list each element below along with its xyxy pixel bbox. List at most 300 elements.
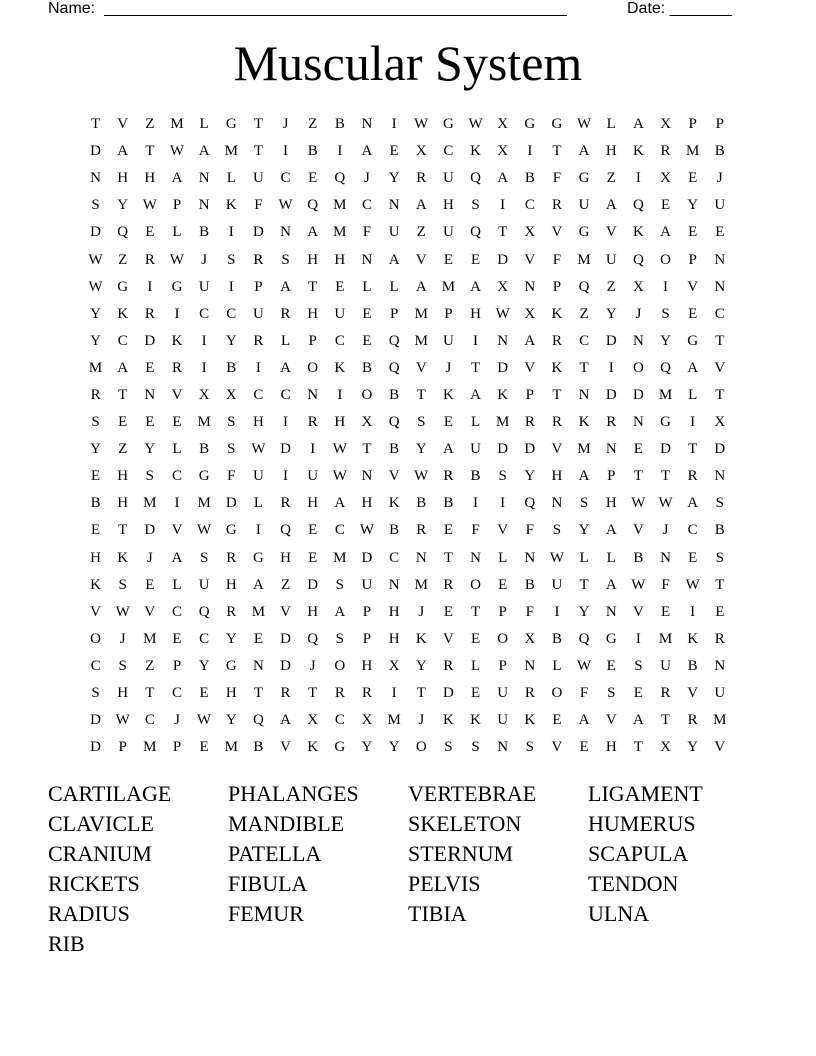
grid-letter: X bbox=[660, 739, 671, 756]
grid-letter: M bbox=[658, 630, 673, 647]
grid-letter: J bbox=[635, 305, 642, 322]
grid-letter: R bbox=[416, 170, 427, 187]
grid-letter: C bbox=[90, 657, 101, 674]
word-list bbox=[48, 779, 768, 959]
grid-letter: P bbox=[172, 197, 182, 214]
grid-letter: L bbox=[280, 332, 291, 349]
grid-letter: S bbox=[634, 657, 643, 674]
grid-letter: R bbox=[361, 685, 372, 702]
grid-letter: W bbox=[88, 251, 103, 268]
grid-letter: R bbox=[226, 549, 237, 566]
grid-letter: S bbox=[607, 685, 616, 702]
grid-letter: H bbox=[307, 251, 319, 268]
grid-letter: A bbox=[415, 197, 427, 214]
grid-letter: I bbox=[228, 278, 234, 295]
grid-letter: H bbox=[117, 170, 129, 187]
grid-letter: B bbox=[90, 495, 101, 512]
grid-letter: T bbox=[552, 386, 562, 403]
grid-letter: N bbox=[361, 468, 373, 485]
grid-letter: D bbox=[144, 332, 156, 349]
grid-letter: E bbox=[443, 522, 453, 539]
grid-letter: Y bbox=[90, 441, 101, 458]
grid-letter: D bbox=[714, 441, 726, 458]
grid-letter: A bbox=[307, 224, 319, 241]
grid-letter: T bbox=[715, 576, 725, 593]
grid-letter: N bbox=[551, 495, 563, 512]
word-list-item: RICKETS bbox=[48, 871, 140, 896]
grid-letter: T bbox=[470, 359, 481, 376]
grid-letter: H bbox=[117, 685, 129, 702]
grid-letter: H bbox=[90, 549, 101, 566]
grid-letter: N bbox=[470, 549, 481, 566]
grid-letter: T bbox=[660, 468, 671, 485]
grid-letter: D bbox=[632, 386, 644, 403]
grid-letter: S bbox=[227, 251, 236, 268]
grid-letter: W bbox=[414, 116, 429, 133]
grid-letter: P bbox=[362, 630, 372, 647]
grid-letter: V bbox=[280, 739, 291, 756]
grid-letter: D bbox=[442, 685, 454, 702]
grid-letter: P bbox=[172, 739, 182, 756]
grid-letter: H bbox=[442, 197, 454, 214]
grid-letter: V bbox=[171, 522, 183, 539]
grid-letter: V bbox=[605, 224, 617, 241]
grid-letter: D bbox=[280, 441, 291, 458]
grid-letter: W bbox=[685, 576, 700, 593]
grid-letter: X bbox=[415, 143, 427, 160]
grid-letter: E bbox=[362, 332, 372, 349]
grid-letter: R bbox=[334, 685, 345, 702]
grid-letter: S bbox=[417, 414, 426, 431]
grid-letter: W bbox=[197, 522, 212, 539]
grid-letter: M bbox=[333, 224, 347, 241]
grid-letter: P bbox=[715, 116, 724, 133]
grid-letter: I bbox=[527, 143, 533, 160]
grid-letter: I bbox=[663, 278, 669, 295]
grid-letter: T bbox=[715, 386, 725, 403]
grid-letter: N bbox=[252, 657, 264, 674]
grid-letter: L bbox=[172, 576, 182, 593]
grid-letter: H bbox=[605, 739, 617, 756]
grid-letter: Z bbox=[308, 116, 318, 133]
grid-letter: I bbox=[147, 278, 153, 295]
grid-letter: O bbox=[361, 386, 373, 403]
grid-letter: M bbox=[224, 739, 238, 756]
grid-letter: X bbox=[660, 170, 671, 187]
grid-letter: G bbox=[687, 332, 699, 349]
grid-letter: N bbox=[497, 739, 509, 756]
grid-letter: D bbox=[90, 224, 101, 241]
grid-letter: W bbox=[359, 522, 375, 539]
grid-letter: T bbox=[118, 522, 128, 539]
grid-letter: N bbox=[524, 549, 536, 566]
grid-letter: N bbox=[280, 224, 291, 241]
grid-letter: W bbox=[197, 712, 212, 729]
grid-letter: S bbox=[281, 251, 290, 268]
grid-letter: Z bbox=[606, 170, 616, 187]
grid-letter: D bbox=[605, 332, 617, 349]
grid-letter: U bbox=[470, 441, 481, 458]
grid-letter: X bbox=[225, 386, 237, 403]
grid-letter: H bbox=[388, 630, 400, 647]
grid-letter: Y bbox=[117, 197, 129, 214]
grid-letter: U bbox=[388, 224, 400, 241]
grid-letter: H bbox=[307, 603, 319, 620]
grid-letter: Y bbox=[225, 332, 237, 349]
grid-letter: J bbox=[418, 712, 425, 729]
grid-letter: U bbox=[334, 305, 346, 322]
grid-letter: M bbox=[333, 549, 347, 566]
grid-letter: U bbox=[605, 251, 617, 268]
grid-letter: Q bbox=[198, 603, 210, 620]
grid-letter: Z bbox=[579, 305, 589, 322]
grid-letter: A bbox=[578, 712, 590, 729]
grid-letter: I bbox=[255, 359, 261, 376]
grid-letter: R bbox=[551, 197, 562, 214]
grid-letter: A bbox=[280, 278, 291, 295]
grid-letter: E bbox=[498, 576, 508, 593]
grid-letter: S bbox=[579, 495, 589, 512]
grid-letter: K bbox=[632, 143, 644, 160]
grid-letter: D bbox=[280, 657, 291, 674]
grid-letter: R bbox=[660, 143, 671, 160]
grid-letter: Y bbox=[90, 305, 101, 322]
grid-letter: D bbox=[497, 359, 509, 376]
grid-letter: S bbox=[525, 739, 534, 756]
grid-letter: N bbox=[714, 657, 726, 674]
word-list-item: TIBIA bbox=[408, 901, 467, 926]
grid-letter: R bbox=[280, 495, 291, 512]
grid-letter: V bbox=[632, 522, 644, 539]
grid-letter: E bbox=[443, 414, 453, 431]
grid-letter: G bbox=[225, 657, 237, 674]
grid-letter: E bbox=[389, 143, 399, 160]
grid-letter: I bbox=[635, 630, 641, 647]
grid-letter: N bbox=[524, 278, 536, 295]
grid-letter: Z bbox=[118, 251, 128, 268]
grid-letter: L bbox=[579, 549, 589, 566]
grid-letter: J bbox=[201, 251, 208, 268]
grid-letter: H bbox=[280, 549, 291, 566]
grid-letter: R bbox=[253, 251, 264, 268]
grid-letter: R bbox=[606, 414, 617, 431]
grid-letter: Q bbox=[470, 224, 481, 241]
grid-letter: U bbox=[497, 712, 509, 729]
grid-letter: H bbox=[334, 414, 346, 431]
grid-letter: N bbox=[605, 441, 617, 458]
grid-letter: H bbox=[307, 305, 319, 322]
grid-letter: Y bbox=[388, 170, 400, 187]
grid-letter: X bbox=[497, 278, 509, 295]
grid-letter: A bbox=[171, 170, 183, 187]
word-list-item: LIGAMENT bbox=[588, 781, 703, 806]
name-line: ____________________________________________________ bbox=[104, 0, 567, 17]
grid-letter: D bbox=[90, 712, 101, 729]
grid-letter: G bbox=[171, 278, 183, 295]
grid-letter: P bbox=[389, 305, 399, 322]
word-list-item: MANDIBLE bbox=[228, 811, 345, 836]
grid-letter: P bbox=[498, 657, 507, 674]
grid-letter: K bbox=[442, 386, 454, 403]
grid-letter: I bbox=[391, 116, 397, 133]
grid-letter: V bbox=[714, 359, 726, 376]
grid-letter: C bbox=[199, 305, 210, 322]
grid-letter: R bbox=[687, 468, 698, 485]
grid-letter: H bbox=[307, 495, 319, 512]
grid-letter: L bbox=[606, 116, 616, 133]
grid-letter: K bbox=[687, 630, 699, 647]
grid-letter: W bbox=[577, 116, 592, 133]
grid-letter: U bbox=[714, 197, 726, 214]
grid-letter: W bbox=[332, 441, 347, 458]
grid-letter: X bbox=[524, 305, 536, 322]
grid-letter: I bbox=[283, 143, 289, 160]
grid-letter: A bbox=[280, 359, 291, 376]
grid-letter: J bbox=[364, 170, 370, 187]
grid-letter: R bbox=[253, 332, 264, 349]
grid-letter: J bbox=[716, 170, 723, 187]
word-list-item: CRANIUM bbox=[48, 841, 152, 866]
grid-letter: E bbox=[633, 441, 643, 458]
grid-letter: U bbox=[442, 332, 454, 349]
grid-letter: F bbox=[471, 522, 480, 539]
grid-letter: R bbox=[660, 685, 671, 702]
grid-letter: Q bbox=[578, 630, 590, 647]
grid-letter: B bbox=[687, 657, 698, 674]
grid-letter: D bbox=[90, 143, 101, 160]
grid-letter: L bbox=[253, 495, 263, 512]
grid-letter: E bbox=[199, 739, 209, 756]
grid-letter: X bbox=[198, 386, 210, 403]
grid-letter: E bbox=[660, 197, 671, 214]
grid-letter: G bbox=[225, 116, 237, 133]
word-list-item: FIBULA bbox=[228, 871, 308, 896]
grid-letter: E bbox=[688, 224, 698, 241]
grid-letter: P bbox=[308, 332, 317, 349]
grid-letter: A bbox=[605, 522, 617, 539]
grid-letter: W bbox=[631, 576, 646, 593]
word-list-item: CARTILAGE bbox=[48, 781, 172, 806]
grid-letter: V bbox=[551, 224, 563, 241]
grid-letter: E bbox=[335, 278, 345, 295]
grid-letter: E bbox=[470, 685, 481, 702]
grid-letter: N bbox=[524, 657, 536, 674]
grid-letter: N bbox=[90, 170, 101, 187]
grid-letter: Y bbox=[578, 522, 590, 539]
grid-letter: F bbox=[552, 170, 562, 187]
grid-letter: V bbox=[524, 251, 536, 268]
grid-letter: A bbox=[578, 143, 590, 160]
grid-letter: H bbox=[117, 495, 129, 512]
grid-letter: R bbox=[524, 685, 535, 702]
grid-letter: C bbox=[171, 468, 182, 485]
grid-letter: C bbox=[280, 386, 291, 403]
grid-letter: K bbox=[442, 712, 454, 729]
grid-letter: S bbox=[498, 468, 507, 485]
grid-letter: W bbox=[142, 197, 157, 214]
grid-letter: W bbox=[577, 657, 592, 674]
grid-letter: T bbox=[470, 603, 481, 620]
grid-letter: G bbox=[442, 116, 454, 133]
grid-letter: S bbox=[91, 685, 100, 702]
grid-letter: R bbox=[443, 576, 454, 593]
grid-letter: N bbox=[388, 576, 400, 593]
grid-letter: I bbox=[201, 359, 207, 376]
word-list-item: FEMUR bbox=[228, 901, 304, 926]
grid-letter: K bbox=[307, 739, 319, 756]
grid-letter: V bbox=[687, 278, 699, 295]
grid-letter: M bbox=[414, 305, 428, 322]
grid-letter: J bbox=[282, 116, 289, 133]
grid-letter: A bbox=[334, 495, 346, 512]
grid-letter: W bbox=[332, 468, 347, 485]
grid-letter: J bbox=[662, 522, 669, 539]
grid-letter: E bbox=[443, 251, 453, 268]
word-list-item: HUMERUS bbox=[588, 811, 696, 836]
grid-letter: V bbox=[415, 359, 427, 376]
grid-letter: U bbox=[252, 305, 264, 322]
grid-letter: L bbox=[199, 116, 209, 133]
grid-letter: R bbox=[280, 685, 291, 702]
grid-letter: T bbox=[660, 712, 671, 729]
grid-letter: Y bbox=[605, 305, 617, 322]
grid-letter: U bbox=[307, 468, 319, 485]
grid-letter: A bbox=[415, 278, 427, 295]
grid-letter: X bbox=[660, 116, 671, 133]
grid-letter: K bbox=[578, 414, 590, 431]
grid-letter: A bbox=[117, 359, 129, 376]
grid-letter: S bbox=[552, 522, 562, 539]
grid-letter: Y bbox=[225, 630, 237, 647]
grid-letter: S bbox=[715, 549, 724, 566]
grid-letter: Y bbox=[578, 603, 590, 620]
name-label: Name: bbox=[48, 0, 96, 17]
grid-letter: C bbox=[171, 603, 182, 620]
grid-letter: M bbox=[441, 278, 456, 295]
grid-letter: U bbox=[497, 685, 509, 702]
grid-letter: H bbox=[334, 251, 346, 268]
grid-letter: E bbox=[172, 414, 182, 431]
grid-letter: I bbox=[500, 495, 506, 512]
grid-letter: Q bbox=[632, 197, 644, 214]
grid-letter: V bbox=[117, 116, 129, 133]
grid-letter: R bbox=[416, 522, 427, 539]
grid-letter: E bbox=[145, 576, 155, 593]
grid-letter: N bbox=[497, 332, 509, 349]
grid-letter: A bbox=[280, 712, 291, 729]
grid-letter: E bbox=[253, 630, 263, 647]
word-list-item: PHALANGES bbox=[228, 781, 359, 806]
grid-letter: D bbox=[605, 386, 617, 403]
grid-letter: U bbox=[361, 576, 373, 593]
grid-letter: A bbox=[470, 278, 481, 295]
grid-letter: J bbox=[174, 712, 180, 729]
grid-letter: A bbox=[605, 576, 617, 593]
grid-letter: U bbox=[252, 170, 264, 187]
grid-letter: V bbox=[144, 603, 156, 620]
grid-letter: W bbox=[495, 305, 510, 322]
grid-letter: O bbox=[497, 630, 509, 647]
grid-letter: H bbox=[551, 468, 563, 485]
grid-letter: D bbox=[90, 739, 101, 756]
grid-letter: E bbox=[90, 468, 101, 485]
grid-letter: F bbox=[362, 224, 372, 241]
grid-letter: Q bbox=[388, 414, 400, 431]
grid-letter: E bbox=[199, 685, 209, 702]
grid-letter: T bbox=[416, 386, 426, 403]
grid-letter: Y bbox=[90, 332, 101, 349]
grid-letter: W bbox=[88, 278, 103, 295]
grid-letter: D bbox=[307, 576, 319, 593]
grid-letter: L bbox=[606, 549, 616, 566]
grid-letter: D bbox=[144, 522, 156, 539]
grid-letter: V bbox=[280, 603, 291, 620]
grid-letter: U bbox=[198, 576, 210, 593]
grid-letter: T bbox=[90, 116, 101, 133]
grid-letter: G bbox=[605, 630, 617, 647]
grid-letter: X bbox=[361, 712, 373, 729]
grid-letter: L bbox=[470, 657, 481, 674]
grid-letter: K bbox=[415, 630, 427, 647]
grid-letter: W bbox=[278, 197, 293, 214]
word-list-item: STERNUM bbox=[408, 841, 514, 866]
grid-letter: Q bbox=[252, 712, 264, 729]
grid-letter: N bbox=[714, 278, 726, 295]
grid-letter: P bbox=[607, 468, 616, 485]
grid-letter: D bbox=[280, 630, 291, 647]
grid-letter: O bbox=[551, 685, 563, 702]
grid-letter: B bbox=[524, 170, 535, 187]
grid-letter: X bbox=[307, 712, 319, 729]
grid-letter: G bbox=[578, 170, 590, 187]
grid-letter: M bbox=[251, 603, 266, 620]
grid-letter: C bbox=[171, 685, 182, 702]
grid-letter: M bbox=[197, 495, 211, 512]
grid-letter: M bbox=[197, 414, 211, 431]
grid-letter: X bbox=[361, 414, 373, 431]
grid-letter: U bbox=[551, 576, 563, 593]
grid-letter: H bbox=[470, 305, 481, 322]
grid-letter: C bbox=[443, 143, 454, 160]
grid-letter: F bbox=[254, 197, 263, 214]
grid-letter: D bbox=[361, 549, 373, 566]
grid-letter: L bbox=[172, 224, 182, 241]
word-list-item: SCAPULA bbox=[588, 841, 689, 866]
grid-letter: G bbox=[524, 116, 536, 133]
grid-letter: R bbox=[714, 630, 725, 647]
grid-letter: B bbox=[389, 441, 400, 458]
grid-letter: V bbox=[442, 630, 454, 647]
grid-letter: V bbox=[415, 251, 427, 268]
grid-letter: N bbox=[361, 251, 373, 268]
grid-letter: R bbox=[687, 712, 698, 729]
grid-letter: Z bbox=[118, 441, 128, 458]
grid-letter: V bbox=[714, 739, 726, 756]
grid-letter: W bbox=[115, 603, 130, 620]
grid-letter: T bbox=[308, 685, 318, 702]
grid-letter: E bbox=[145, 224, 155, 241]
word-list-item: PATELLA bbox=[228, 841, 322, 866]
grid-letter: Y bbox=[687, 197, 699, 214]
grid-letter: B bbox=[334, 116, 345, 133]
grid-letter: C bbox=[280, 170, 291, 187]
grid-letter: N bbox=[198, 197, 210, 214]
grid-letter: B bbox=[524, 576, 535, 593]
grid-letter: W bbox=[549, 549, 565, 566]
grid-letter: U bbox=[198, 278, 210, 295]
grid-letter: U bbox=[442, 170, 454, 187]
grid-letter: Y bbox=[660, 332, 671, 349]
